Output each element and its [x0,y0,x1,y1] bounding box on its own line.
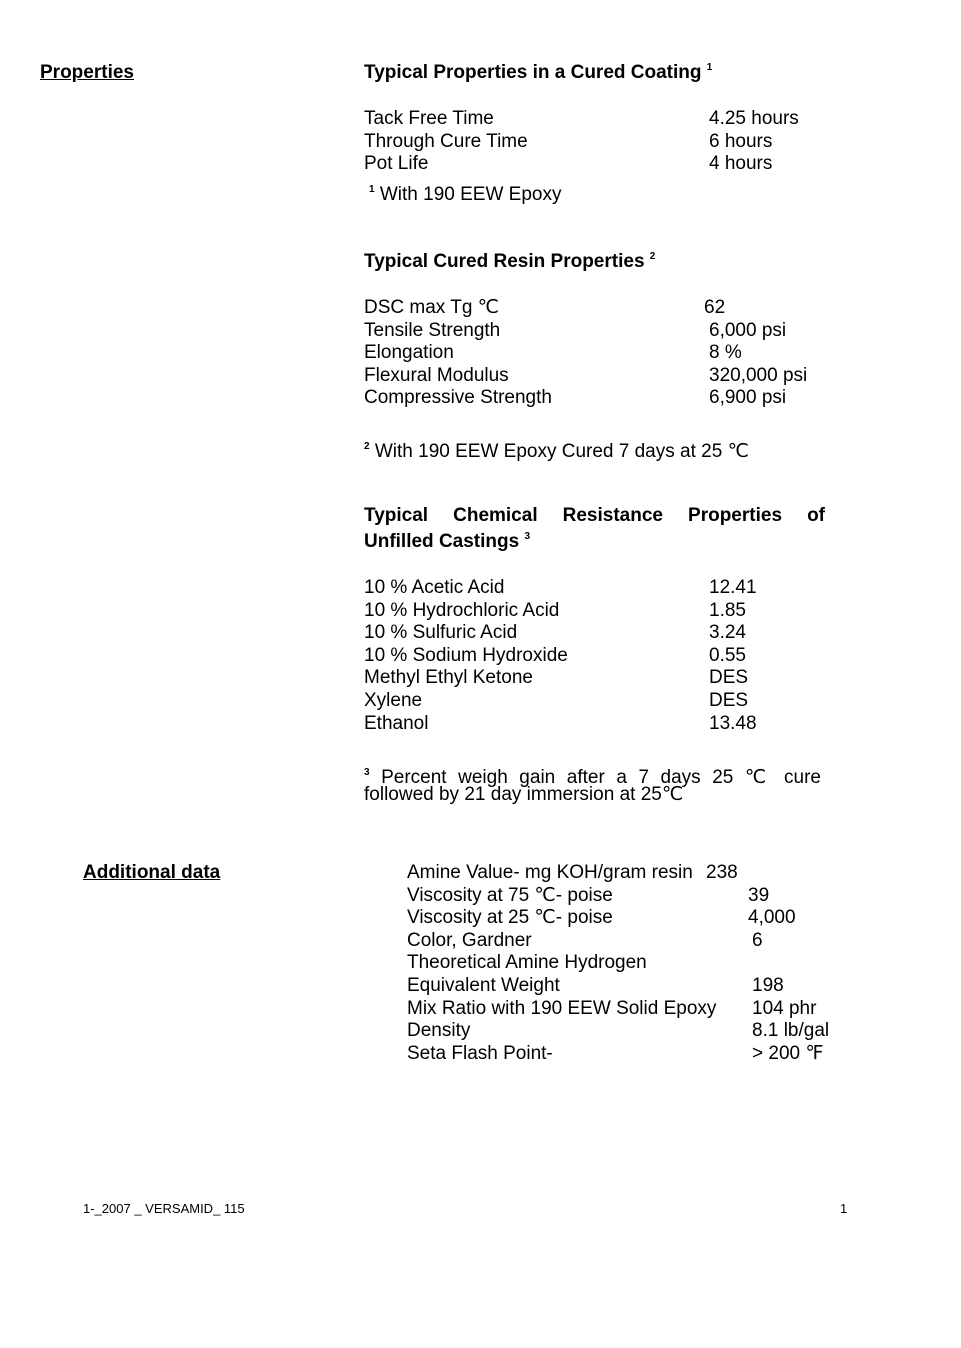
table-row: Compressive Strength 6,900 psi [364,387,787,409]
table-row: Equivalent Weight 198 [407,974,784,996]
table-row: Viscosity at 75 ℃- poise 39 [407,884,770,906]
additional-table [407,862,847,1065]
table-row: Tack Free Time 4.25 hours [364,108,799,129]
resin-footnote: $^2$ With 190 EEW Epoxy Cured 7 days at 25 ℃ [364,441,749,462]
properties-heading: Properties [40,62,134,83]
table-row: Methyl Ethyl Ketone DES [364,667,749,689]
table-row: Amine Value- mg KOH/gram resin 238 [407,862,738,883]
chemical-title-line2: Unfilled Castings $^3$ [364,531,531,552]
table-row: Color, Gardner 6 [407,929,763,951]
table-row: Seta Flash Point- > 200 ℉ [407,1042,824,1064]
table-row: Mix Ratio with 190 EEW Solid Epoxy 104 phr [407,997,817,1019]
chemical-footnote-line1: $^3$ Percent weigh gain after a 7 days 25 ℃ cure [364,767,821,788]
footer-document-id: 1-_2007 _ VERSAMID_ 115 [83,1201,245,1216]
table-row: Through Cure Time 6 hours [364,130,773,152]
chemical-footnote-line2: followed by 21 day immersion at 25℃ [364,784,684,805]
table-row: 10 % Hydrochloric Acid 1.85 [364,599,746,621]
table-row: 10 % Sodium Hydroxide 0.55 [364,644,746,666]
coating-title: Typical Properties in a Cured Coating $^1$ [364,62,713,83]
resin-title: Typical Cured Resin Properties $^2$ [364,251,656,272]
coating-footnote: $^1$ With 190 EEW Epoxy [369,184,562,205]
table-row: Tensile Strength 6,000 psi [364,319,787,341]
table-row: Theoretical Amine Hydrogen [407,952,647,974]
table-row: Pot Life 4 hours [364,153,773,175]
additional-data-heading: Additional data [83,862,221,883]
table-row: Elongation 8 % [364,342,742,364]
table-row: Flexural Modulus 320,000 psi [364,364,808,386]
table-row: 10 % Sulfuric Acid 3.24 [364,622,746,644]
coating-table [364,108,844,176]
chemical-title-line1: Typical Chemical Resistance Properties of [364,505,825,526]
table-row: DSC max Tg ℃ 62 [364,297,726,318]
resin-table [364,297,844,410]
table-row: 10 % Acetic Acid 12.41 [364,577,757,598]
chemical-table [364,577,844,735]
table-row: Ethanol 13.48 [364,712,757,734]
footer-page-number: 1 [840,1201,848,1216]
table-row: Density 8.1 lb/gal [407,1020,830,1042]
table-row: Xylene DES [364,689,749,711]
table-row: Viscosity at 25 ℃- poise 4,000 [407,907,796,929]
